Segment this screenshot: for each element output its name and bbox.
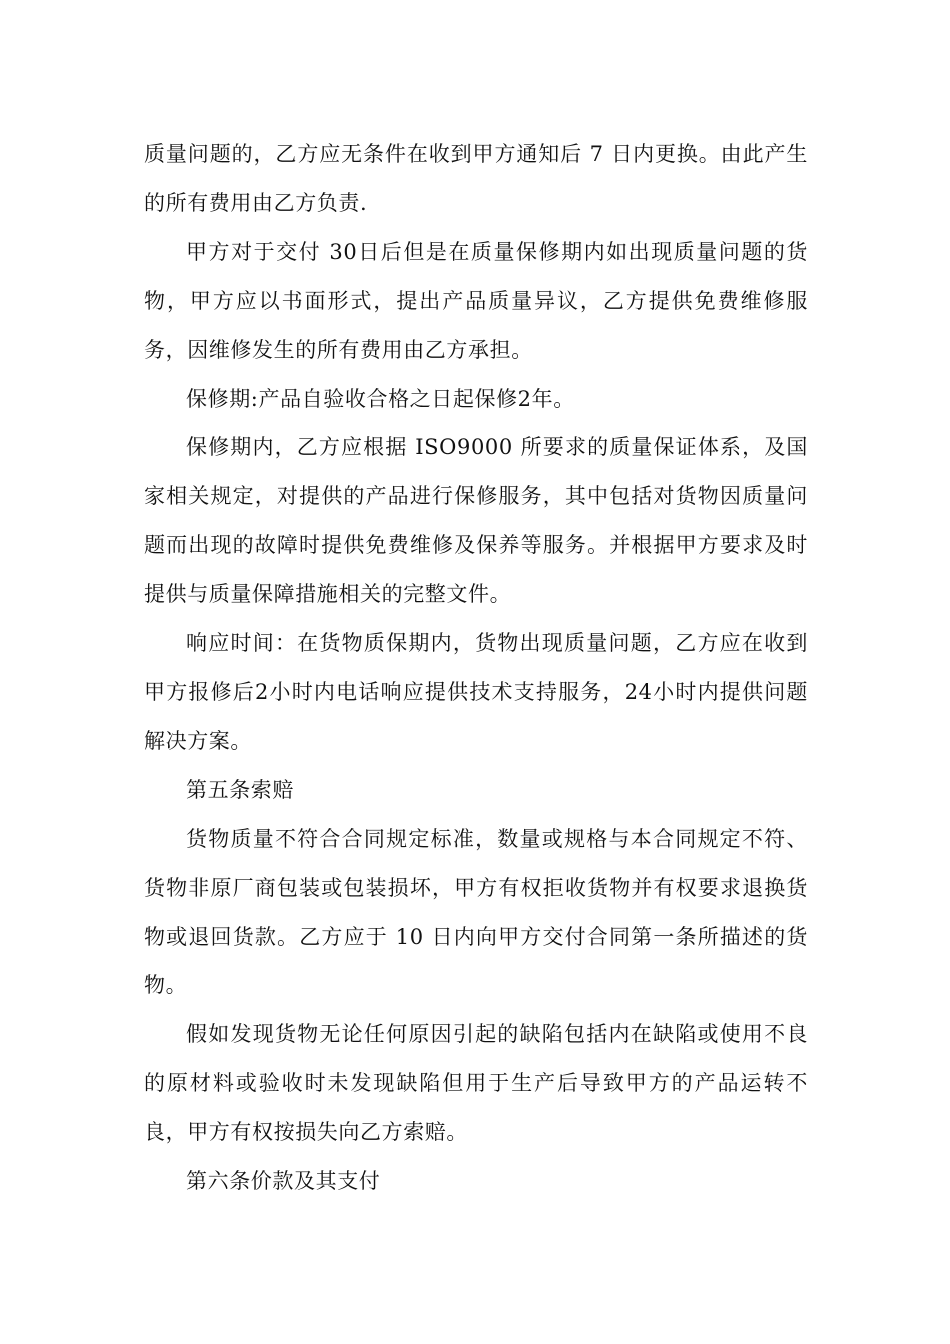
paragraph-continuation: 质量问题的，乙方应无条件在收到甲方通知后 7 日内更换。由此产生的所有费用由乙方负责. [144,142,808,215]
paragraph-acceptance-warranty: 甲方对于交付 30日后但是在质量保修期内如出现质量问题的货物，甲方应以书面形式，提出产品质量异议，乙方提供免费维修服务，因维修发生的所有费用由乙方承担。 [144,239,808,362]
document-body [144,130,808,1206]
paragraph-warranty-period: 保修期:产品自验收合格之日起保修2年。 [186,386,575,411]
section-heading-claims: 第五条索赔 [186,777,294,802]
paragraph-claims-rejection: 货物质量不符合合同规定标准，数量或规格与本合同规定不符、货物非原厂商包装或包装损坏，甲方有权拒收货物并有权要求退换货物或退回货款。乙方应于 10 日内向甲方交付合同第一条所描述的货物。 [144,826,808,998]
paragraph-response-time: 响应时间：在货物质保期内，货物出现质量问题，乙方应在收到甲方报修后2小时内电话响应提供技术支持服务，24小时内提供问题解决方案。 [144,631,808,753]
section-heading-payment: 第六条价款及其支付 [186,1169,381,1194]
paragraph-warranty-service: 保修期内，乙方应根据 ISO9000 所要求的质量保证体系，及国家相关规定，对提供的产品进行保修服务，其中包括对货物因质量问题而出现的故障时提供免费维修及保养等服务。并根据甲方要求及时提供与质量保障措施相关的完整文件。 [144,435,808,607]
paragraph-claims-defects: 假如发现货物无论任何原因引起的缺陷包括内在缺陷或使用不良的原材料或验收时未发现缺陷但用于生产后导致甲方的产品运转不良，甲方有权按损失向乙方索赔。 [144,1022,808,1145]
